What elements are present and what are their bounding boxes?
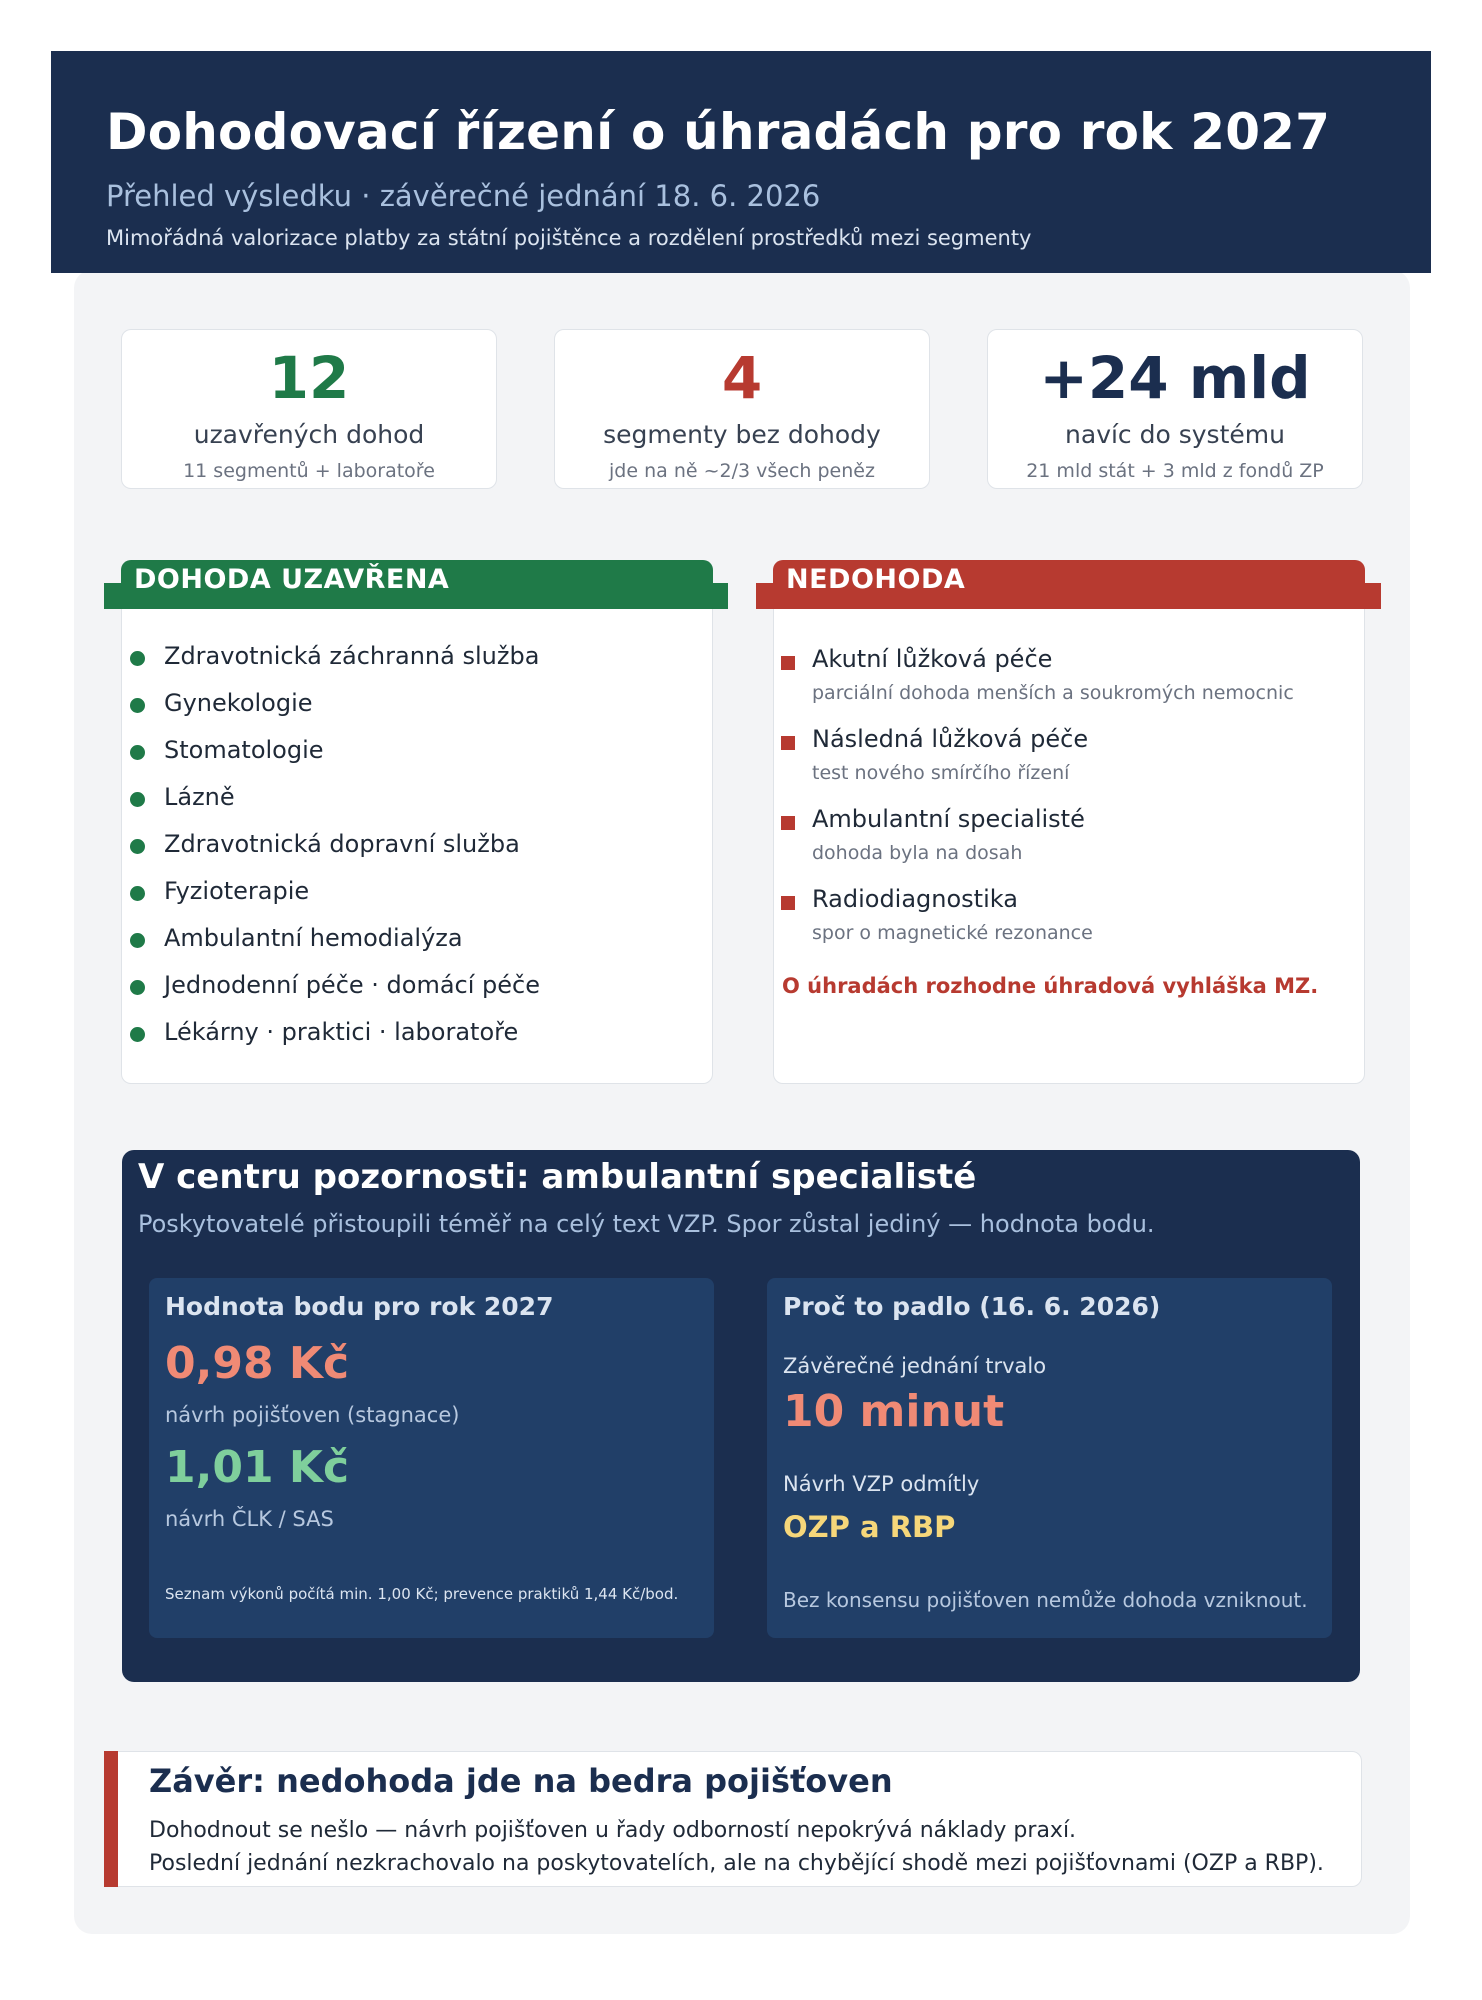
focus-subtitle: Poskytovatelé přistoupili téměř na celý text VZP. Spor zůstal jediný — hodnota bodu. — [138, 1210, 1155, 1238]
disagreed-item-note: test nového smírčího řízení — [812, 762, 1070, 784]
duration-label: Závěrečné jednání trvalo — [783, 1354, 1047, 1378]
bullet-icon — [130, 933, 145, 948]
stat-value: +24 mld — [1039, 344, 1311, 412]
disagreed-item-note: dohoda byla na dosah — [812, 842, 1023, 864]
bullet-icon — [130, 745, 145, 760]
square-bullet-icon — [781, 896, 795, 910]
why-failed-footnote: Bez konsensu pojišťoven nemůže dohoda vzniknout. — [783, 1588, 1308, 1612]
stat-value: 4 — [721, 344, 763, 412]
stat-card-funding — [987, 329, 1363, 489]
bullet-icon — [130, 1027, 145, 1042]
page-header — [51, 51, 1431, 273]
focus-section — [122, 1150, 1360, 1682]
stat-label: uzavřených dohod — [193, 420, 425, 449]
point-value-footnote: Seznam výkonů počítá min. 1,00 Kč; prevence praktiků 1,44 Kč/bod. — [165, 1585, 679, 1603]
stat-note: 11 segmentů + laboratoře — [183, 460, 435, 482]
page-description: Mimořádná valorizace platby za státní pojištěnce a rozdělení prostředků mezi segmenty — [106, 226, 1032, 250]
bullet-icon — [130, 839, 145, 854]
rejected-label: Návrh VZP odmítly — [783, 1472, 980, 1496]
doctors-point-caption: návrh ČLK / SAS — [165, 1507, 334, 1531]
conclusion-line: Dohodnout se nešlo — návrh pojišťoven u řady odborností nepokrývá náklady praxí. — [149, 1818, 1077, 1843]
point-value-heading: Hodnota bodu pro rok 2027 — [165, 1292, 554, 1321]
bullet-icon — [130, 651, 145, 666]
disagreed-item-title: Ambulantní specialisté — [812, 805, 1085, 833]
bullet-icon — [130, 792, 145, 807]
duration-value: 10 minut — [783, 1386, 1005, 1437]
page-subtitle: Přehled výsledku · závěrečné jednání 18. 6. 2026 — [106, 179, 821, 213]
bullet-icon — [130, 886, 145, 901]
disagreed-conclusion: O úhradách rozhodne úhradová vyhláška MZ. — [782, 974, 1319, 998]
rejected-value: OZP a RBP — [783, 1510, 956, 1544]
agreed-item: Ambulantní hemodialýza — [164, 924, 463, 952]
agreed-title: DOHODA UZAVŘENA — [134, 564, 450, 595]
conclusion-title: Závěr: nedohoda jde na bedra pojišťoven — [149, 1762, 893, 1800]
agreed-item: Gynekologie — [164, 689, 313, 717]
stat-value: 12 — [268, 344, 350, 412]
doctors-point-value: 1,01 Kč — [165, 1442, 350, 1493]
why-failed-heading: Proč to padlo (16. 6. 2026) — [783, 1292, 1161, 1321]
agreed-panel — [121, 560, 713, 1084]
square-bullet-icon — [781, 816, 795, 830]
square-bullet-icon — [781, 736, 795, 750]
disagreed-title: NEDOHODA — [786, 564, 966, 595]
agreed-item: Lékárny · praktici · laboratoře — [164, 1018, 519, 1046]
agreed-item: Lázně — [164, 783, 235, 811]
conclusion-box — [104, 1751, 1362, 1887]
page-title: Dohodovací řízení o úhradách pro rok 2027 — [106, 103, 1331, 161]
agreed-item: Zdravotnická záchranná služba — [164, 642, 540, 670]
disagreed-item-note: spor o magnetické rezonance — [812, 922, 1093, 944]
insurers-point-caption: návrh pojišťoven (stagnace) — [165, 1403, 460, 1427]
disagreed-item-title: Následná lůžková péče — [812, 725, 1089, 753]
agreed-item: Zdravotnická dopravní služba — [164, 830, 520, 858]
insurers-point-value: 0,98 Kč — [165, 1338, 350, 1389]
why-failed-box — [767, 1278, 1332, 1638]
agreed-item: Stomatologie — [164, 736, 324, 764]
stat-note: 21 mld stát + 3 mld z fondů ZP — [1026, 460, 1324, 482]
agreed-item: Jednodenní péče · domácí péče — [164, 971, 540, 999]
stat-card-agreements — [121, 329, 497, 489]
stat-label: navíc do systému — [1065, 420, 1285, 449]
conclusion-line: Poslední jednání nezkrachovalo na poskytovatelích, ale na chybějící shodě mezi pojišťovnami (OZP a RBP). — [149, 1851, 1324, 1876]
stat-label: segmenty bez dohody — [603, 420, 881, 449]
disagreed-item-note: parciální dohoda menších a soukromých nemocnic — [812, 682, 1294, 704]
disagreed-item-title: Akutní lůžková péče — [812, 645, 1053, 673]
page-background — [74, 270, 1410, 1934]
square-bullet-icon — [781, 656, 795, 670]
bullet-icon — [130, 980, 145, 995]
point-value-box — [149, 1278, 714, 1638]
agreed-item: Fyzioterapie — [164, 877, 310, 905]
stat-note: jde na ně ~2/3 všech peněz — [609, 460, 875, 482]
bullet-icon — [130, 698, 145, 713]
focus-title: V centru pozornosti: ambulantní specialisté — [138, 1157, 977, 1197]
conclusion-accent-bar — [104, 1751, 118, 1887]
disagreed-item-title: Radiodiagnostika — [812, 885, 1018, 913]
stat-card-no-agreement — [554, 329, 930, 489]
